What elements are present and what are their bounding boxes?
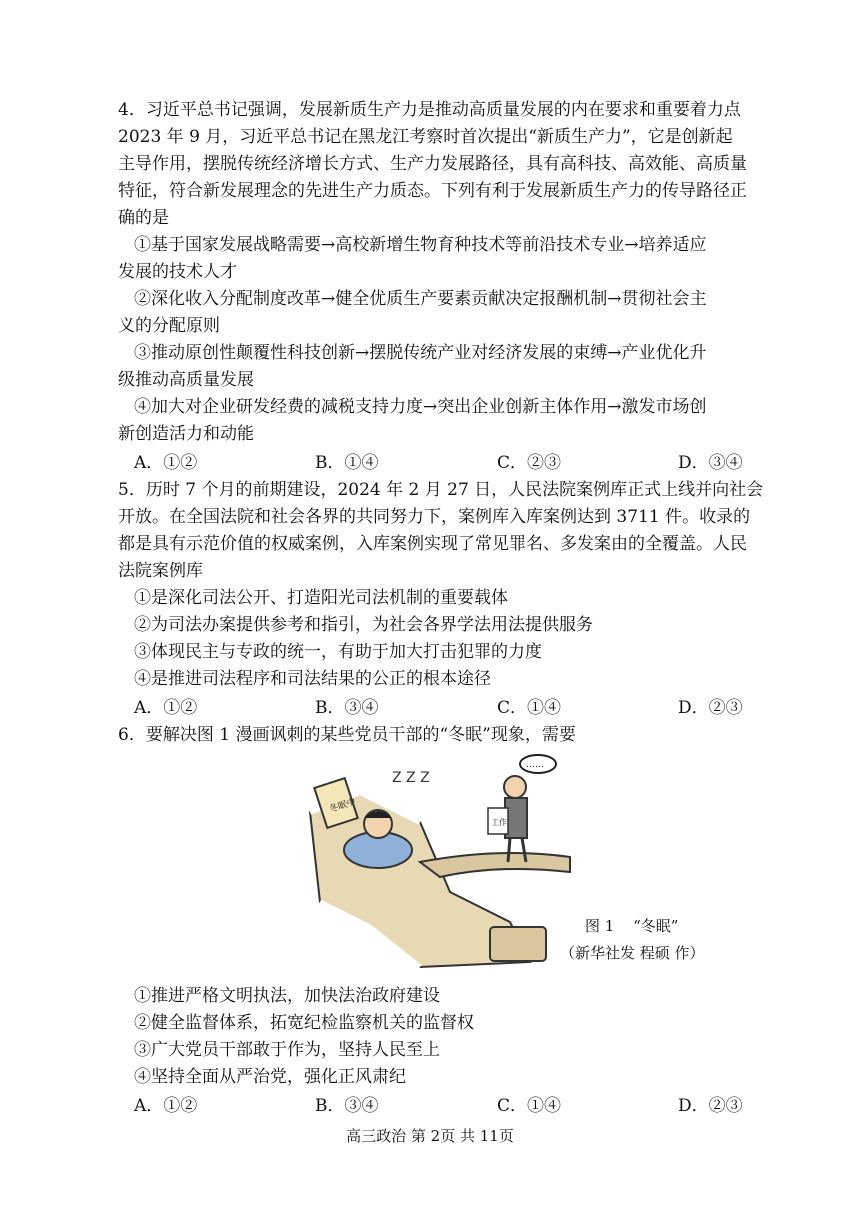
q5-stem-line-3: 都是具有示范价值的权威案例，入库案例实现了常见罪名、多发案由的全覆盖。人民: [118, 534, 747, 554]
zzz-text: Z Z Z: [392, 770, 430, 786]
q6-item-2: ②健全监督体系，拓宽纪检监察机关的监督权: [134, 1013, 474, 1033]
q4-item-1-cont: 发展的技术人才: [118, 262, 237, 282]
speech-bubble-text: ……: [526, 760, 544, 770]
q6-item-1: ①推进严格文明执法，加快法治政府建设: [134, 986, 440, 1006]
page-footer: 高三政治 第 2页 共 11页: [346, 1127, 514, 1145]
q6-item-4: ④坚持全面从严治党，强化正风肃纪: [134, 1067, 406, 1087]
q4-stem-line-5: 确的是: [118, 208, 169, 228]
q4-stem-line-3: 主导作用，摆脱传统经济增长方式、生产力发展路径，具有高科技、高效能、高质量: [118, 154, 747, 174]
cartoon-figure: [300, 752, 580, 974]
q5-option-b: B．③④: [315, 698, 379, 718]
q6-option-a: A．①②: [134, 1096, 198, 1116]
figure-caption: [585, 915, 678, 937]
worker-leg-left: [508, 838, 510, 862]
figure-caption-label: 图 1: [585, 917, 615, 935]
q4-stem-line-1: 4．习近平总书记强调，发展新质生产力是推动高质量发展的内在要求和重要着力点: [118, 100, 741, 120]
worker-head: [504, 776, 526, 798]
q4-option-a: A．①②: [134, 453, 198, 473]
q5-option-a: A．①②: [134, 698, 198, 718]
q4-item-2: ②深化收入分配制度改革→健全优质生产要素贡献决定报酬机制→贯彻社会主: [134, 289, 707, 309]
q4-option-c: C．②③: [497, 453, 562, 473]
q6-option-b: B．③④: [315, 1096, 379, 1116]
q5-stem-line-2: 开放。在全国法院和社会各界的共同努力下，案例库入库案例达到 3711 件。收录的: [118, 507, 751, 527]
q4-item-3-cont: 级推动高质量发展: [118, 370, 254, 390]
q6-item-3: ③广大党员干部敢于作为，坚持人民至上: [134, 1040, 440, 1060]
walkway: [420, 853, 570, 877]
q5-stem-line-1: 5．历时 7 个月的前期建设，2024 年 2 月 27 日，人民法院案例库正式上线并向社会: [118, 480, 764, 500]
q5-item-1: ①是深化司法公开、打造阳光司法机制的重要载体: [134, 588, 508, 608]
figure-caption-title: “冬眠”: [633, 917, 679, 935]
q5-option-c: C．①④: [497, 698, 562, 718]
figure-credit: （新华社发 程硕 作）: [560, 944, 705, 962]
q6-option-c: C．①④: [497, 1096, 562, 1116]
q5-item-2: ②为司法办案提供参考和指引，为社会各界学法用法提供服务: [134, 615, 593, 635]
q4-stem-line-4: 特征，符合新发展理念的先进生产力质态。下列有利于发展新质生产力的传导路径正: [118, 181, 747, 201]
q4-stem-line-2: 2023 年 9 月，习近平总书记在黑龙江考察时首次提出“新质生产力”，它是创新起: [118, 127, 733, 147]
q5-option-d: D．②③: [678, 698, 743, 718]
q5-item-4: ④是推进司法程序和司法结果的公正的根本途径: [134, 669, 491, 689]
stool: [490, 927, 546, 961]
q4-item-3: ③推动原创性颠覆性科技创新→摆脱传统产业对经济发展的束缚→产业优化升: [134, 343, 707, 363]
q4-item-2-cont: 义的分配原则: [118, 316, 220, 336]
q6-option-d: D．②③: [678, 1096, 743, 1116]
q5-item-3: ③体现民主与专政的统一，有助于加大打击犯罪的力度: [134, 642, 542, 662]
q4-option-b: B．①④: [315, 453, 379, 473]
sign-text: 冬眠中: [328, 797, 358, 815]
cartoon-illustration: [300, 752, 580, 974]
q5-stem-line-4: 法院案例库: [118, 561, 203, 581]
q4-item-1: ①基于国家发展战略需要→高校新增生物育种技术等前沿技术专业→培养适应: [134, 235, 707, 255]
q4-item-4: ④加大对企业研发经费的减税支持力度→突出企业创新主体作用→激发市场创: [134, 397, 707, 417]
q6-stem: 6．要解决图 1 漫画讽刺的某些党员干部的“冬眠”现象，需要: [118, 725, 576, 745]
q4-item-4-cont: 新创造活力和动能: [118, 424, 254, 444]
q4-option-d: D．③④: [678, 453, 743, 473]
documents-text: 工作: [491, 818, 507, 827]
